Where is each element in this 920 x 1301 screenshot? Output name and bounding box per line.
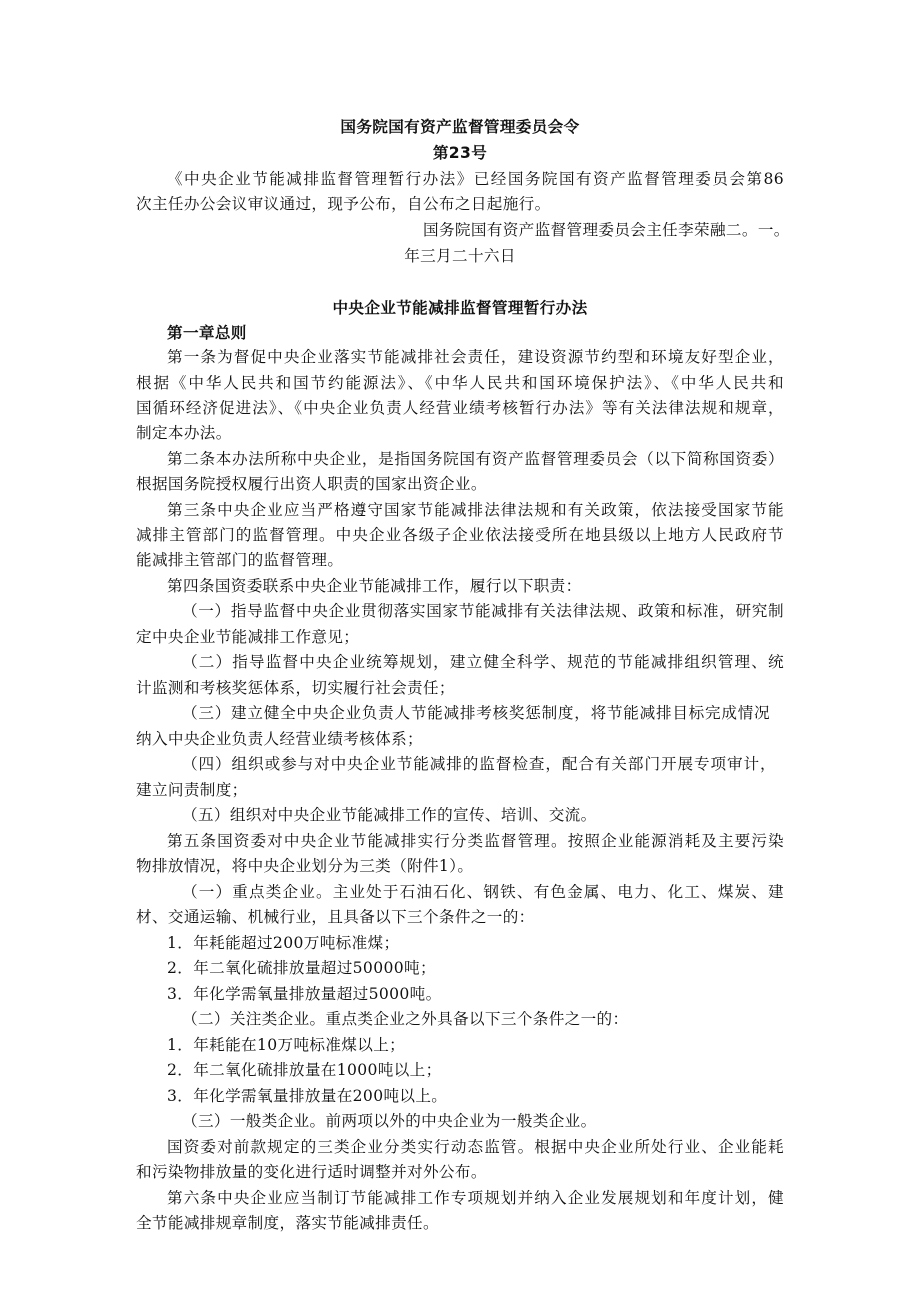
text-line: （三）建立健全中央企业负责人节能减排考核奖惩制度，将节能减排目标完成情况	[182, 704, 770, 722]
text-line: 减排主管部门的监督管理。中央企业各级子企业依法接受所在地县级以上地方人民政府节	[136, 526, 784, 544]
text-line: 物排放情况，将中央企业划分为三类（附件1）。	[136, 857, 474, 875]
text-line: 国资委对前款规定的三类企业分类实行动态监管。根据中央企业所处行业、企业能耗	[167, 1138, 784, 1156]
text-line: 1．年耗能在10万吨标准煤以上；	[167, 1036, 406, 1054]
text-line: （四）组织或参与对中央企业节能减排的监督检查，配合有关部门开展专项审计，	[182, 755, 776, 773]
text-line: 材、交通运输、机械行业，且具备以下三个条件之一的：	[136, 908, 535, 926]
text-line: 第一条为督促中央企业落实节能减排社会责任，建设资源节约型和环境友好型企业，	[167, 348, 784, 366]
order-title: 国务院国有资产监督管理委员会令	[340, 118, 580, 136]
text-line: 全节能减排规章制度，落实节能减排责任。	[136, 1214, 439, 1232]
text-line: 第二条本办法所称中央企业，是指国务院国有资产监督管理委员会（以下简称国资委）	[167, 450, 784, 468]
text-line: 和污染物排放量的变化进行适时调整并对外公布。	[136, 1163, 487, 1181]
text-line: 计监测和考核奖惩体系，切实履行社会责任；	[136, 679, 455, 697]
text-line: 定中央企业节能减排工作意见；	[136, 628, 360, 646]
text-line: 制定本办法。	[136, 424, 232, 442]
text-line: 第三条中央企业应当严格遵守国家节能减排法律法规和有关政策，依法接受国家节能	[167, 501, 784, 519]
order-body-line: 次主任办公会议审议通过，现予公布，自公布之日起施行。	[136, 195, 551, 213]
text-line: 1．年耗能超过200万吨标准煤；	[167, 934, 400, 952]
text-line: 2．年二氧化硫排放量在1000吨以上；	[167, 1061, 442, 1079]
text-line: （一）重点类企业。主业处于石油石化、钢铁、有色金属、电力、化工、煤炭、建	[182, 883, 784, 901]
text-line: （三）一般类企业。前两项以外的中央企业为一般类企业。	[182, 1112, 597, 1130]
text-line: 3．年化学需氧量排放量超过5000吨。	[167, 985, 442, 1003]
order-body-line: 《中央企业节能减排监督管理暂行办法》已经国务院国有资产监督管理委员会第86	[167, 170, 784, 188]
text-line: 第四条国资委联系中央企业节能减排工作，履行以下职责：	[167, 577, 582, 595]
order-date: 年三月二十六日	[404, 247, 516, 265]
text-line: 建立问责制度；	[136, 781, 248, 799]
text-line: 根据《中华人民共和国节约能源法》、《中华人民共和国环境保护法》、《中华人民共和	[136, 374, 784, 392]
text-line: （五）组织对中央企业节能减排工作的宣传、培训、交流。	[182, 806, 597, 824]
text-line: 根据国务院授权履行出资人职责的国家出资企业。	[136, 475, 487, 493]
text-line: （二）关注类企业。重点类企业之外具备以下三个条件之一的：	[182, 1010, 629, 1028]
text-line: 3．年化学需氧量排放量在200吨以上。	[167, 1087, 448, 1105]
text-line: 第五条国资委对中央企业节能减排实行分类监督管理。按照企业能源消耗及主要污染	[167, 832, 784, 850]
text-line: 纳入中央企业负责人经营业绩考核体系；	[136, 730, 423, 748]
text-line: 第六条中央企业应当制订节能减排工作专项规划并纳入企业发展规划和年度计划，健	[167, 1189, 784, 1207]
text-line: （一）指导监督中央企业贯彻落实国家节能减排有关法律法规、政策和标准，研究制	[182, 602, 784, 620]
order-signature: 国务院国有资产监督管理委员会主任李荣融二。一。	[423, 221, 790, 239]
order-number: 第23号	[432, 144, 488, 162]
text-line: 国循环经济促进法》、《中央企业负责人经营业绩考核暂行办法》等有关法律法规和规章，	[136, 399, 784, 417]
text-line: 2．年二氧化硫排放量超过50000吨；	[167, 959, 436, 977]
chapter-heading: 第一章总则	[167, 324, 247, 342]
document-title: 中央企业节能减排监督管理暂行办法	[332, 299, 588, 317]
text-line: （二）指导监督中央企业统筹规划，建立健全科学、规范的节能减排组织管理、统	[182, 653, 784, 671]
text-line: 能减排主管部门的监督管理。	[136, 551, 344, 569]
